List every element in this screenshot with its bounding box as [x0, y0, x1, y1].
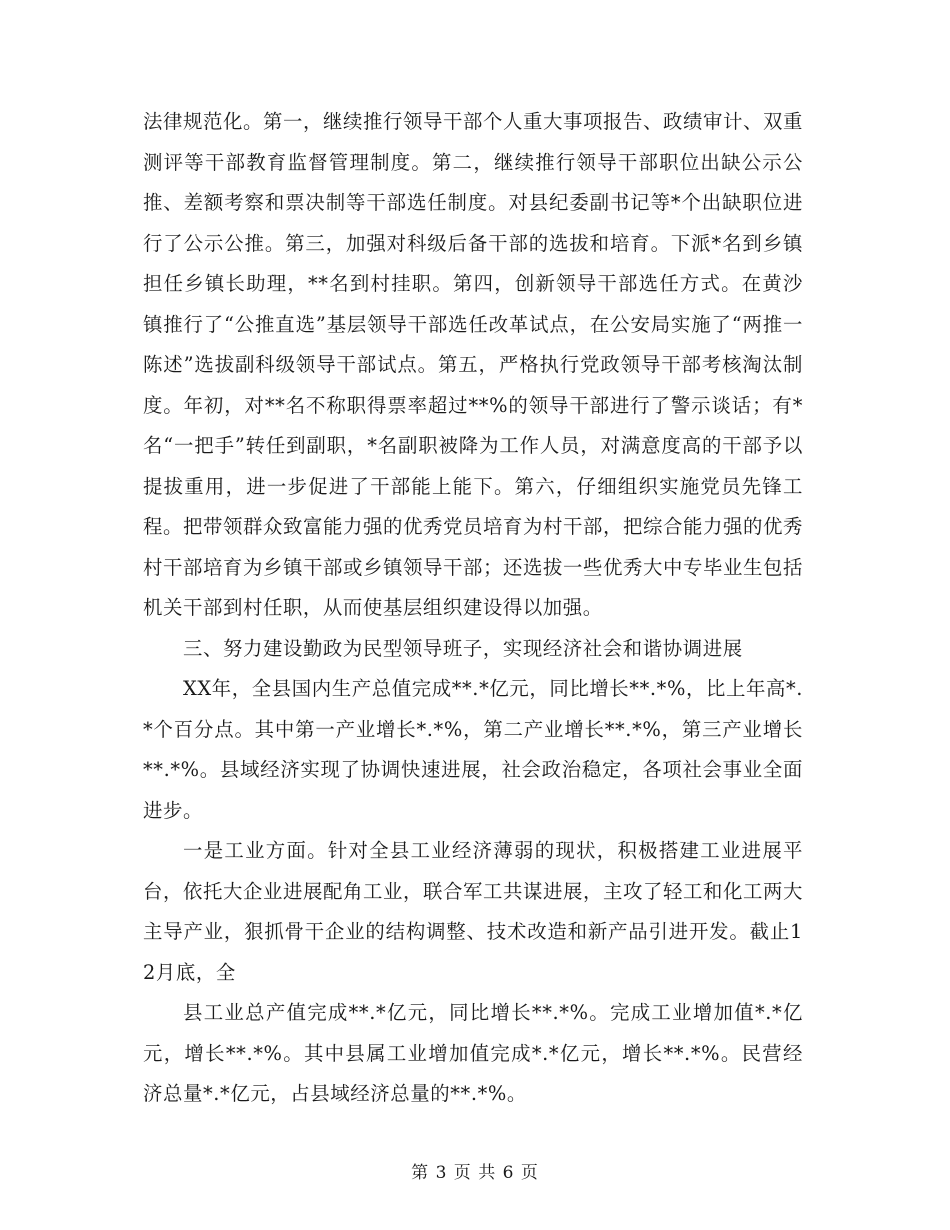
document-body — [143, 102, 803, 1115]
paragraph-industry: 一是工业方面。针对全县工业经济薄弱的现状，积极搭建工业进展平台，依托大企业进展配角工业，联合军工共谋进展，主攻了轻工和化工两大主导产业，狠抓骨干企业的结构调整、技术改造和新产品引进开发。截止12月底，全 — [143, 839, 803, 984]
page-number-footer: 第 3 页 共 6 页 — [411, 1163, 539, 1183]
paragraph-cadre-system: 法律规范化。第一，继续推行领导干部个人重大事项报告、政绩审计、双重测评等干部教育监督管理制度。第二，继续推行领导干部职位出缺公示公推、差额考察和票决制等干部选任制度。对县纪委副书记等*个出缺职位进行了公示公推。第三，加强对科级后备干部的选拔和培育。下派*名到乡镇担任乡镇长助理，**名到村挂职。第四，创新领导干部选任方式。在黄沙镇推行了“公推直选”基层领导干部选任改革试点，在公安局实施了“两推一陈述”选拔副科级领导干部试点。第五，严格执行党政领导干部考核淘汰制度。年初，对**名不称职得票率超过**%的领导干部进行了警示谈话；有*名“一把手”转任到副职，*名副职被降为工作人员，对满意度高的干部予以提拔重用，进一步促进了干部能上能下。第六，仔细组织实施党员先锋工程。把带领群众致富能力强的优秀党员培育为村干部，把综合能力强的优秀村干部培育为乡镇干部或乡镇领导干部；还选拔一些优秀大中专毕业生包括机关干部到村任职，从而使基层组织建设得以加强。 — [143, 110, 803, 619]
paragraph-gdp: XX年，全县国内生产总值完成**.*亿元，同比增长**.*%，比上年高*.*个百分点。其中第一产业增长*.*%，第二产业增长**.*%，第三产业增长**.*%。县域经济实现了协调快速进展，社会政治稳定，各项社会事业全面进步。 — [143, 677, 803, 822]
section-heading-three: 三、努力建设勤政为民型领导班子，实现经济社会和谐协调进展 — [183, 636, 743, 660]
paragraph-industry-output: 县工业总产值完成**.*亿元，同比增长**.*%。完成工业增加值*.*亿元，增长**.*%。其中县属工业增加值完成*.*亿元，增长**.*%。民营经济总量*.*亿元，占县域经济总量的**.*%。 — [143, 1001, 803, 1105]
